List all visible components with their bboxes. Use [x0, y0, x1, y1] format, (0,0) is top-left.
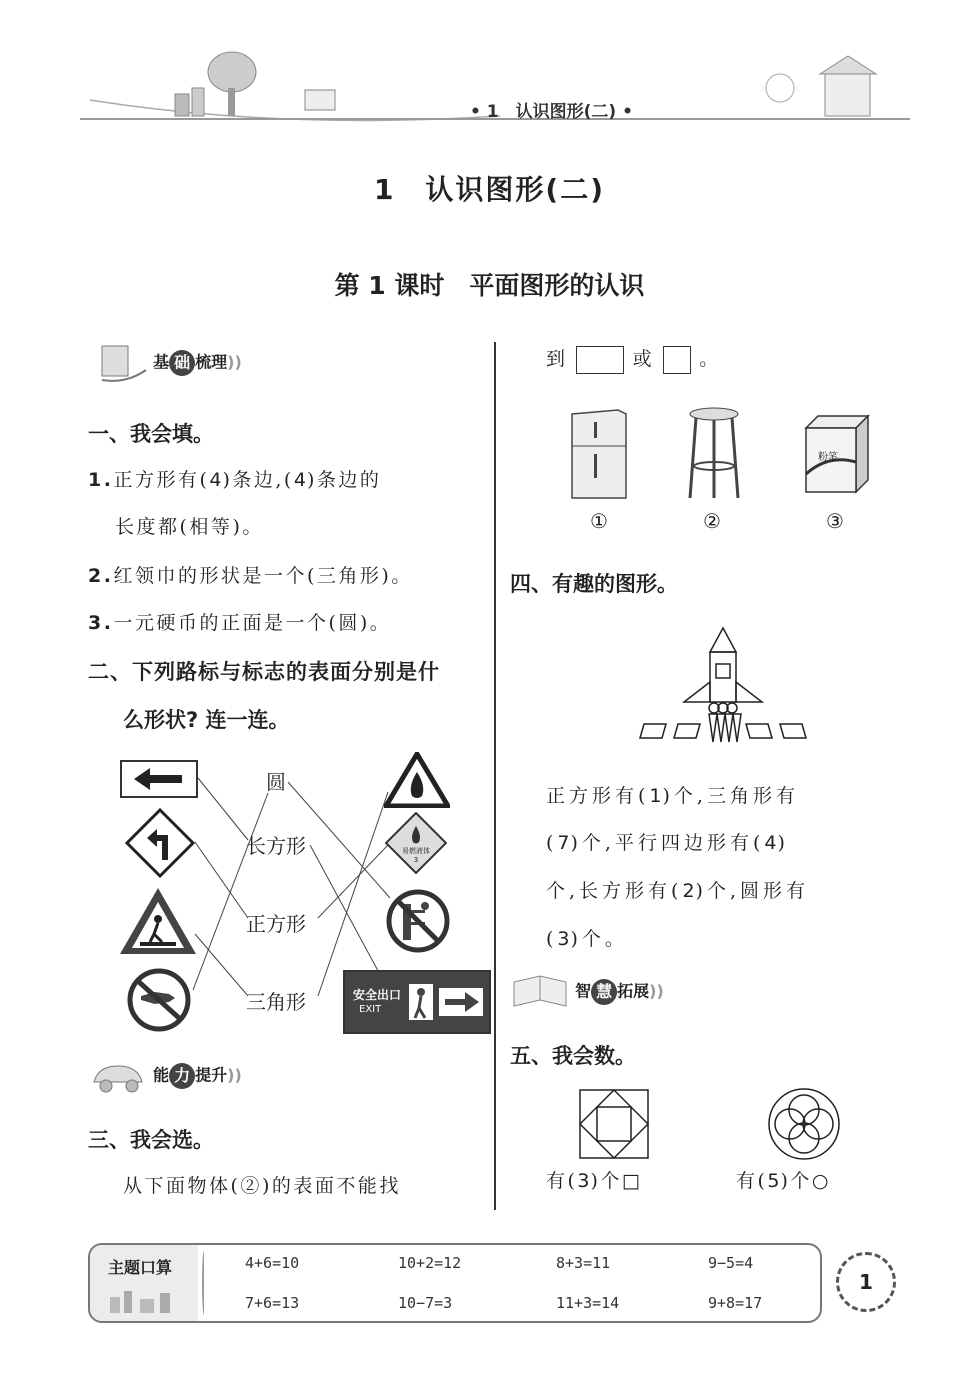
q1-line4: 3.一元硬币的正面是一个(圆)。 — [88, 612, 392, 634]
q1-heading: 一、我会填。 — [88, 422, 214, 446]
q3-heading: 三、我会选。 — [88, 1128, 214, 1152]
calc-1-2: 10+2=12 — [398, 1254, 462, 1272]
page-number: 1 — [836, 1252, 896, 1312]
section-wisdom: 智 慧 拓展)) — [510, 970, 664, 1014]
stool-icon — [686, 406, 742, 502]
no-climbing-sign — [385, 888, 451, 954]
section-badge: 慧 — [591, 979, 617, 1005]
q4-line1: 正方形有(1)个,三角形有 — [546, 785, 799, 807]
q3-line1: 从下面物体(②)的表面不能找 — [123, 1175, 401, 1197]
overlapping-circles-figure — [766, 1086, 842, 1162]
car-icon — [88, 1056, 148, 1096]
q2-heading-line1: 二、下列路标与标志的表面分别是什 — [88, 660, 440, 684]
q5-right-answer: 有(5)个○ — [736, 1170, 832, 1192]
object-label-1: ① — [590, 509, 608, 533]
q1-line2: 长度都(相等)。 — [115, 516, 264, 538]
object-label-3: ③ — [826, 509, 844, 533]
calc-2-2: 10−7=3 — [398, 1294, 453, 1312]
q5-left-answer: 有(3)个□ — [546, 1170, 643, 1192]
object-label-2: ② — [703, 509, 721, 533]
city-skyline-icon — [100, 1285, 190, 1315]
calc-1-3: 8+3=11 — [556, 1254, 611, 1272]
fridge-icon — [566, 406, 632, 502]
safety-exit-sign: 安全出口 EXIT — [343, 970, 491, 1034]
calc-2-3: 11+3=14 — [556, 1294, 620, 1312]
q2-heading-line2: 么形状? 连一连。 — [123, 708, 290, 732]
chalk-box-icon: 粉笔 — [804, 414, 870, 494]
nested-squares-figure — [578, 1088, 650, 1160]
pedestrian-crossing-sign — [118, 886, 198, 956]
q1-line3: 2.红领巾的形状是一个(三角形)。 — [88, 565, 413, 587]
lesson-subtitle: 第 1 课时 平面图形的认识 — [334, 271, 645, 300]
shape-word-square: 正方形 — [246, 912, 306, 936]
turn-left-sign — [125, 808, 195, 878]
rocket-figure — [636, 626, 810, 746]
section-badge: 力 — [169, 1063, 195, 1089]
page-title: 1 认识图形(二) — [373, 173, 606, 206]
no-horn-sign — [125, 968, 193, 1032]
calc-1-1: 4+6=10 — [245, 1254, 300, 1272]
q3-line2: 到 或 。 — [546, 344, 721, 374]
running-title: • 1 认识图形(二) • — [470, 102, 633, 122]
column-divider — [494, 342, 496, 1210]
fire-warning-sign — [384, 752, 450, 808]
q1-line1: 1.正方形有(4)条边,(4)条边的 — [88, 469, 382, 491]
q5-heading: 五、我会数。 — [510, 1044, 636, 1068]
q4-line2: (7)个,平行四边形有(4) — [546, 832, 789, 854]
calc-2-1: 7+6=13 — [245, 1294, 300, 1312]
left-arrow-sign — [120, 760, 198, 798]
section-badge: 础 — [169, 350, 195, 376]
rectangle-box — [576, 346, 624, 374]
q4-line3: 个,长方形有(2)个,圆形有 — [546, 880, 809, 902]
shape-word-circle: 圆 — [266, 770, 286, 794]
section-ability: 能 力 提升)) — [88, 1056, 242, 1096]
flammable-liquid-sign: 易燃液体 3 — [385, 812, 447, 874]
shape-word-triangle: 三角形 — [246, 990, 306, 1014]
mental-math-label: 主题口算 — [108, 1258, 173, 1277]
section-basic: 基 础 梳理)) — [96, 340, 242, 386]
calc-2-4: 9+8=17 — [708, 1294, 763, 1312]
shape-word-rectangle: 长方形 — [246, 834, 306, 858]
calc-1-4: 9−5=4 — [708, 1254, 754, 1272]
book-icon — [510, 970, 570, 1014]
q4-line4: (3)个。 — [546, 928, 628, 950]
exit-arrow-icon — [407, 982, 487, 1022]
square-box — [663, 346, 691, 374]
q4-heading: 四、有趣的图形。 — [510, 572, 678, 596]
